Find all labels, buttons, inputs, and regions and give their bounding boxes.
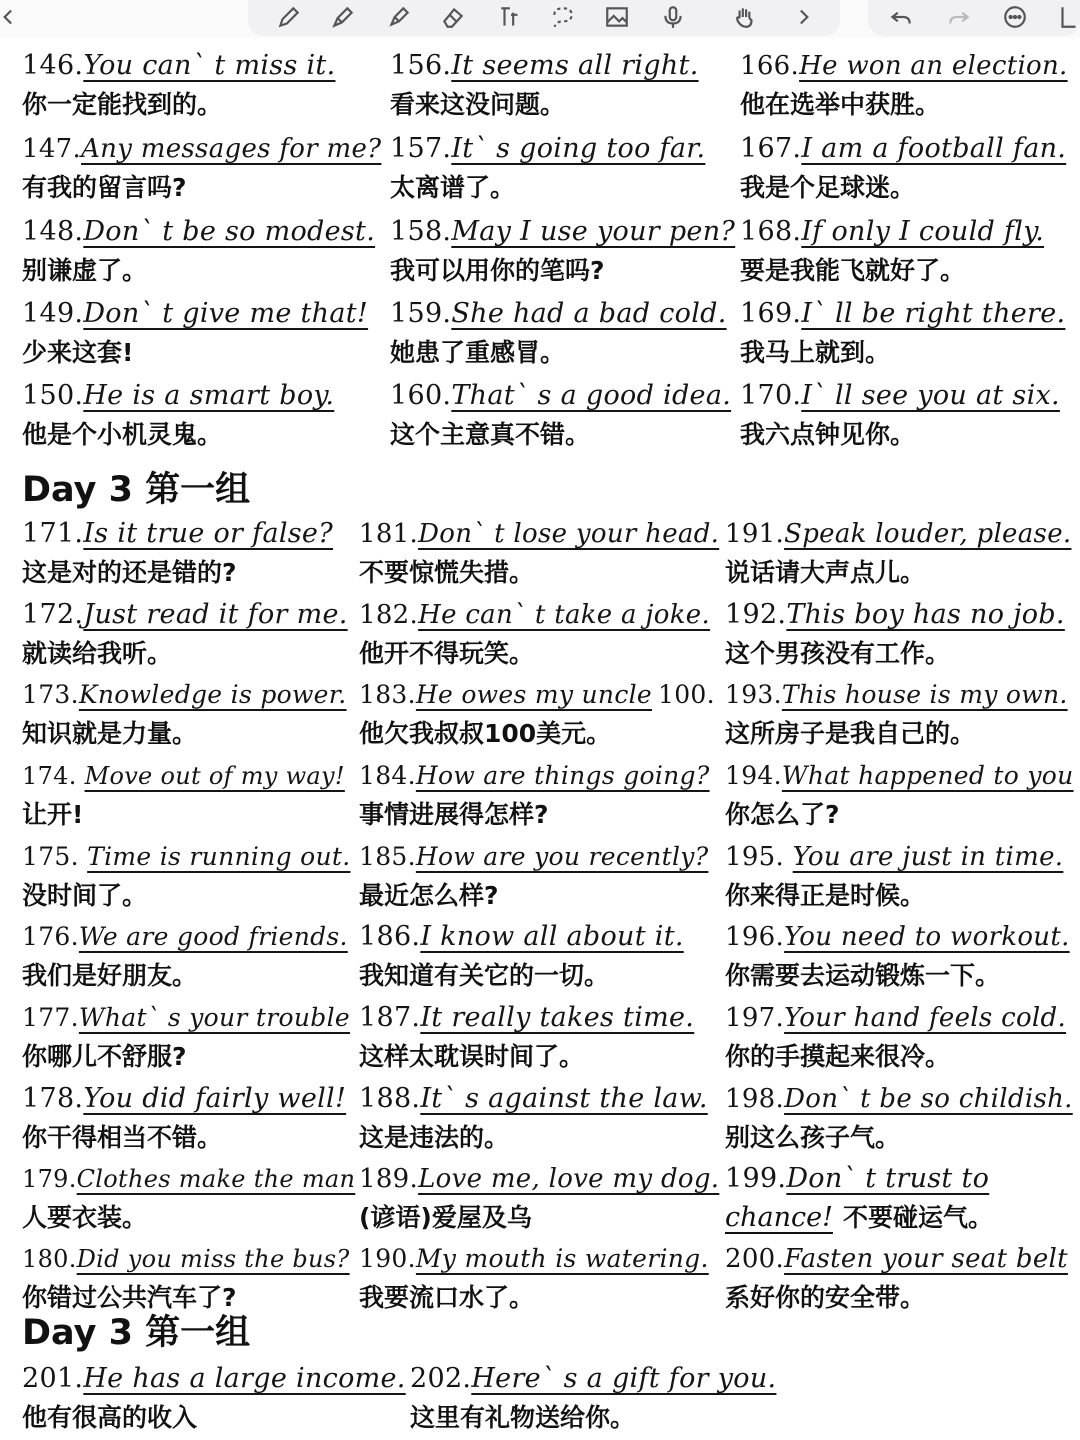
marker-icon[interactable] <box>326 2 360 32</box>
english-phrase <box>359 1159 719 1199</box>
english-phrase <box>390 376 731 416</box>
english-text: Fasten your seat belt <box>784 1244 1068 1274</box>
english-phrase <box>390 212 735 252</box>
chinese-translation: 你干得相当不错。 <box>22 1123 223 1152</box>
english-text: It really takes time. <box>420 1002 695 1033</box>
english-text: He won an election. <box>799 51 1068 81</box>
highlighter-icon[interactable] <box>382 2 416 32</box>
english-phrase <box>359 514 719 554</box>
english-phrase <box>359 837 708 877</box>
english-phrase <box>410 1359 776 1399</box>
english-phrase <box>359 1079 708 1119</box>
phrase-number: 193. <box>725 680 782 709</box>
chinese-translation: 我是个足球迷。 <box>740 173 916 202</box>
microphone-icon[interactable] <box>656 2 690 32</box>
english-text: Don` t be so childish. <box>784 1084 1073 1114</box>
english-phrase <box>22 756 345 796</box>
english-text: How are you recently? <box>415 842 709 871</box>
phrase-number: 150. <box>22 380 84 411</box>
english-phrase <box>390 294 727 334</box>
english-phrase <box>740 129 1066 169</box>
back-arrow-icon[interactable] <box>0 2 26 32</box>
english-text: That` s a good idea. <box>451 380 732 411</box>
text-tool-icon[interactable] <box>494 2 528 32</box>
phrase-number: 202. <box>410 1363 472 1394</box>
english-text: Your hand feels cold. <box>784 1003 1067 1033</box>
section-heading: Day 3 第一组 <box>22 1313 251 1353</box>
english-phrase <box>390 129 705 169</box>
phrase-number: 194. <box>725 761 782 790</box>
english-text: He owes my uncle <box>415 680 653 709</box>
phrase-number: 192. <box>725 599 787 630</box>
english-text: Love me, love my dog. <box>418 1164 720 1194</box>
english-phrase <box>22 514 333 554</box>
english-text: He can` t take a joke. <box>418 600 711 630</box>
english-text: I am a football fan. <box>801 133 1067 164</box>
phrase-number: 184. <box>359 761 416 790</box>
english-phrase <box>725 595 1065 635</box>
chinese-translation: 有我的留言吗? <box>22 173 187 202</box>
chinese-translation: 不要碰运气。 <box>842 1203 993 1232</box>
english-text: Move out of my way! <box>84 762 345 790</box>
phrase-number: 201. <box>22 1363 84 1394</box>
chinese-translation: 你哪儿不舒服? <box>22 1042 187 1071</box>
phrase-number: 199. <box>725 1163 787 1194</box>
phrase-number: 200. <box>725 1244 785 1274</box>
pen-icon[interactable] <box>272 2 306 32</box>
english-text: Knowledge is power. <box>78 680 347 709</box>
english-text: It seems all right. <box>451 50 699 81</box>
chinese-translation: 系好你的安全带。 <box>725 1283 926 1312</box>
english-phrase <box>359 756 710 796</box>
chinese-translation: 她患了重感冒。 <box>390 338 566 367</box>
english-phrase <box>359 595 710 635</box>
phrase-number: 160. <box>390 380 452 411</box>
english-text: You need to workout. <box>784 922 1070 952</box>
english-phrase <box>22 46 335 86</box>
undo-icon[interactable] <box>884 2 918 32</box>
english-phrase <box>725 1079 1073 1119</box>
chinese-translation: 这样太耽误时间了。 <box>359 1042 585 1071</box>
chinese-translation: (谚语)爱屋及乌 <box>359 1203 532 1232</box>
more-icon[interactable] <box>998 2 1032 32</box>
chinese-translation: 你来得正是时候。 <box>725 881 926 910</box>
phrase-number: 172. <box>22 599 84 630</box>
chinese-translation: 你的手摸起来很冷。 <box>725 1042 951 1071</box>
phrase-number: 147. <box>22 134 82 164</box>
english-text: What happened to you <box>781 761 1074 790</box>
eraser-icon[interactable] <box>436 2 470 32</box>
english-text: He has a large income. <box>83 1363 406 1394</box>
chinese-translation: 我六点钟见你。 <box>740 420 916 449</box>
english-text: It` s going too far. <box>451 133 706 164</box>
english-phrase <box>22 212 375 252</box>
chinese-translation: 别这么孩子气。 <box>725 1123 901 1152</box>
english-phrase <box>725 756 1074 796</box>
chinese-translation: 没时间了。 <box>22 881 148 910</box>
phrase-number: 157. <box>390 133 452 164</box>
phrase-number: 174. <box>22 762 85 790</box>
chinese-translation: 这是对的还是错的? <box>22 558 237 587</box>
chinese-translation: 我要流口水了。 <box>359 1283 535 1312</box>
english-text: This house is my own. <box>781 680 1068 709</box>
english-text: Clothes make the man <box>76 1165 356 1193</box>
english-phrase <box>22 376 334 416</box>
english-phrase <box>22 595 348 635</box>
phrase-number: 185. <box>359 842 416 871</box>
english-phrase <box>725 514 1071 554</box>
phrase-number: 182. <box>359 600 419 630</box>
phrase-number: 169. <box>740 298 802 329</box>
english-text: I` ll see you at six. <box>801 380 1060 411</box>
english-phrase <box>725 998 1066 1038</box>
english-text: She had a bad cold. <box>451 298 727 329</box>
english-text: It` s against the law. <box>420 1083 708 1114</box>
chinese-translation: 别谦虚了。 <box>22 256 148 285</box>
english-phrase <box>22 1079 346 1119</box>
chinese-translation: 让开! <box>22 800 84 829</box>
english-text: Here` s a gift for you. <box>471 1363 777 1394</box>
chinese-translation: 这是违法的。 <box>359 1123 510 1152</box>
phrase-number: 167. <box>740 133 802 164</box>
english-text-continued: chance! <box>725 1202 833 1233</box>
chinese-translation: 你需要去运动锻炼一下。 <box>725 961 1001 990</box>
page-icon[interactable] <box>1052 2 1080 32</box>
chinese-translation: 太离谱了。 <box>390 173 516 202</box>
english-phrase <box>359 675 715 715</box>
english-phrase <box>22 1159 355 1199</box>
chinese-translation: 我们是好朋友。 <box>22 961 198 990</box>
english-text: You are just in time. <box>792 842 1064 872</box>
english-phrase <box>740 212 1044 252</box>
english-text: You did fairly well! <box>83 1083 347 1114</box>
chinese-translation: 要是我能飞就好了。 <box>740 256 966 285</box>
chinese-translation: 这所房子是我自己的。 <box>725 719 976 748</box>
chinese-translation: 不要惊慌失措。 <box>359 558 535 587</box>
chinese-translation: 少来这套! <box>22 338 134 367</box>
phrase-number: 168. <box>740 216 802 247</box>
english-phrase <box>359 917 684 957</box>
phrase-number: 198. <box>725 1084 785 1114</box>
english-phrase <box>740 294 1065 334</box>
english-text: I` ll be right there. <box>801 298 1066 329</box>
chevron-right-icon[interactable] <box>786 2 820 32</box>
english-text: How are things going? <box>415 761 710 790</box>
phrase-number: 187. <box>359 1002 421 1033</box>
phrase-number: 173. <box>22 680 79 709</box>
english-text: I know all about it. <box>420 921 684 952</box>
chinese-translation: 你怎么了? <box>725 800 840 829</box>
chinese-translation: 他是个小机灵鬼。 <box>22 420 223 449</box>
english-phrase <box>725 1159 989 1199</box>
english-phrase <box>359 1239 709 1279</box>
english-text: If only I could fly. <box>801 216 1045 247</box>
phrase-number: 175. <box>22 842 88 871</box>
english-text: Don` t give me that! <box>83 298 369 329</box>
english-text: My mouth is watering. <box>415 1244 709 1273</box>
chinese-translation: 这个男孩没有工作。 <box>725 639 951 668</box>
translation-line <box>725 1201 993 1235</box>
chinese-translation: 你错过公共汽车了? <box>22 1283 237 1312</box>
english-phrase <box>22 1239 350 1279</box>
chinese-translation: 他有很高的收入 <box>22 1403 198 1432</box>
phrase-number: 178. <box>22 1083 84 1114</box>
hand-icon[interactable] <box>728 2 762 32</box>
chinese-translation: 这个主意真不错。 <box>390 420 591 449</box>
chinese-translation: 知识就是力量。 <box>22 719 198 748</box>
phrase-number: 177. <box>22 1003 79 1032</box>
redo-icon[interactable] <box>942 2 976 32</box>
chinese-translation: 我可以用你的笔吗? <box>390 256 605 285</box>
notes-toolbar <box>0 0 1080 38</box>
chinese-translation: 你一定能找到的。 <box>22 90 223 119</box>
english-phrase <box>740 376 1060 416</box>
phrase-number: 146. <box>22 50 84 81</box>
phrase-number: 180. <box>22 1245 77 1273</box>
english-text: May I use your pen? <box>451 216 736 247</box>
phrase-number: 189. <box>359 1164 419 1194</box>
phrase-number: 148. <box>22 216 84 247</box>
english-phrase <box>740 46 1068 86</box>
image-icon[interactable] <box>600 2 634 32</box>
english-text: This boy has no job. <box>786 599 1065 630</box>
english-phrase <box>22 917 348 957</box>
phrase-number: 195. <box>725 842 793 872</box>
phrase-number: 183. <box>359 680 416 709</box>
phrase-number: 171. <box>22 518 84 549</box>
english-phrase <box>22 129 381 169</box>
english-phrase <box>359 998 694 1038</box>
english-text: Did you miss the bus? <box>76 1245 350 1273</box>
chinese-translation: 最近怎么样? <box>359 881 499 910</box>
chinese-translation: 看来这没问题。 <box>390 90 566 119</box>
english-phrase <box>725 675 1068 715</box>
phrase-number: 166. <box>740 51 800 81</box>
phrase-number: 158. <box>390 216 452 247</box>
english-text: Don` t trust to <box>786 1163 990 1194</box>
chinese-translation: 这里有礼物送给你。 <box>410 1403 636 1432</box>
english-phrase <box>725 837 1063 877</box>
phrase-number: 190. <box>359 1244 416 1273</box>
phrase-number: 149. <box>22 298 84 329</box>
section-heading: Day 3 第一组 <box>22 470 251 510</box>
chinese-translation: 就读给我听。 <box>22 639 173 668</box>
phrase-number: 156. <box>390 50 452 81</box>
english-text: We are good friends. <box>78 922 348 951</box>
english-text: You can` t miss it. <box>83 50 336 81</box>
english-text: He is a smart boy. <box>83 380 335 411</box>
chinese-translation: 他开不得玩笑。 <box>359 639 535 668</box>
english-text: Don` t lose your head. <box>418 519 720 549</box>
phrase-number: 196. <box>725 922 785 952</box>
chinese-translation: 事情进展得怎样? <box>359 800 549 829</box>
chinese-translation: 我知道有关它的一切。 <box>359 961 610 990</box>
english-text: Speak louder, please. <box>784 519 1072 549</box>
phrase-number: 159. <box>390 298 452 329</box>
english-text: Don` t be so modest. <box>83 216 376 247</box>
english-suffix: 100. <box>658 680 715 709</box>
phrase-number: 170. <box>740 380 802 411</box>
chinese-translation: 人要衣装。 <box>22 1203 148 1232</box>
chinese-translation: 我马上就到。 <box>740 338 891 367</box>
english-phrase <box>390 46 699 86</box>
phrase-number: 181. <box>359 519 419 549</box>
english-phrase <box>22 294 368 334</box>
english-text: Is it true or false? <box>83 518 333 549</box>
english-text: Any messages for me? <box>81 134 382 164</box>
chinese-translation: 说话请大声点儿。 <box>725 558 926 587</box>
phrase-number: 179. <box>22 1165 77 1193</box>
english-phrase <box>22 837 350 877</box>
phrase-number: 188. <box>359 1083 421 1114</box>
english-phrase <box>22 1359 406 1399</box>
lasso-icon[interactable] <box>546 2 580 32</box>
phrase-number: 191. <box>725 519 785 549</box>
english-phrase <box>22 675 347 715</box>
english-phrase <box>22 998 350 1038</box>
english-text: What` s your trouble <box>78 1003 350 1032</box>
english-phrase <box>725 917 1070 957</box>
chinese-translation: 他欠我叔叔100美元。 <box>359 719 612 748</box>
chinese-translation: 他在选举中获胜。 <box>740 90 941 119</box>
english-phrase <box>725 1239 1068 1279</box>
phrase-number: 186. <box>359 921 421 952</box>
phrase-number: 176. <box>22 922 79 951</box>
phrase-number: 197. <box>725 1003 785 1033</box>
english-text: Time is running out. <box>87 842 351 871</box>
english-text: Just read it for me. <box>83 599 348 630</box>
